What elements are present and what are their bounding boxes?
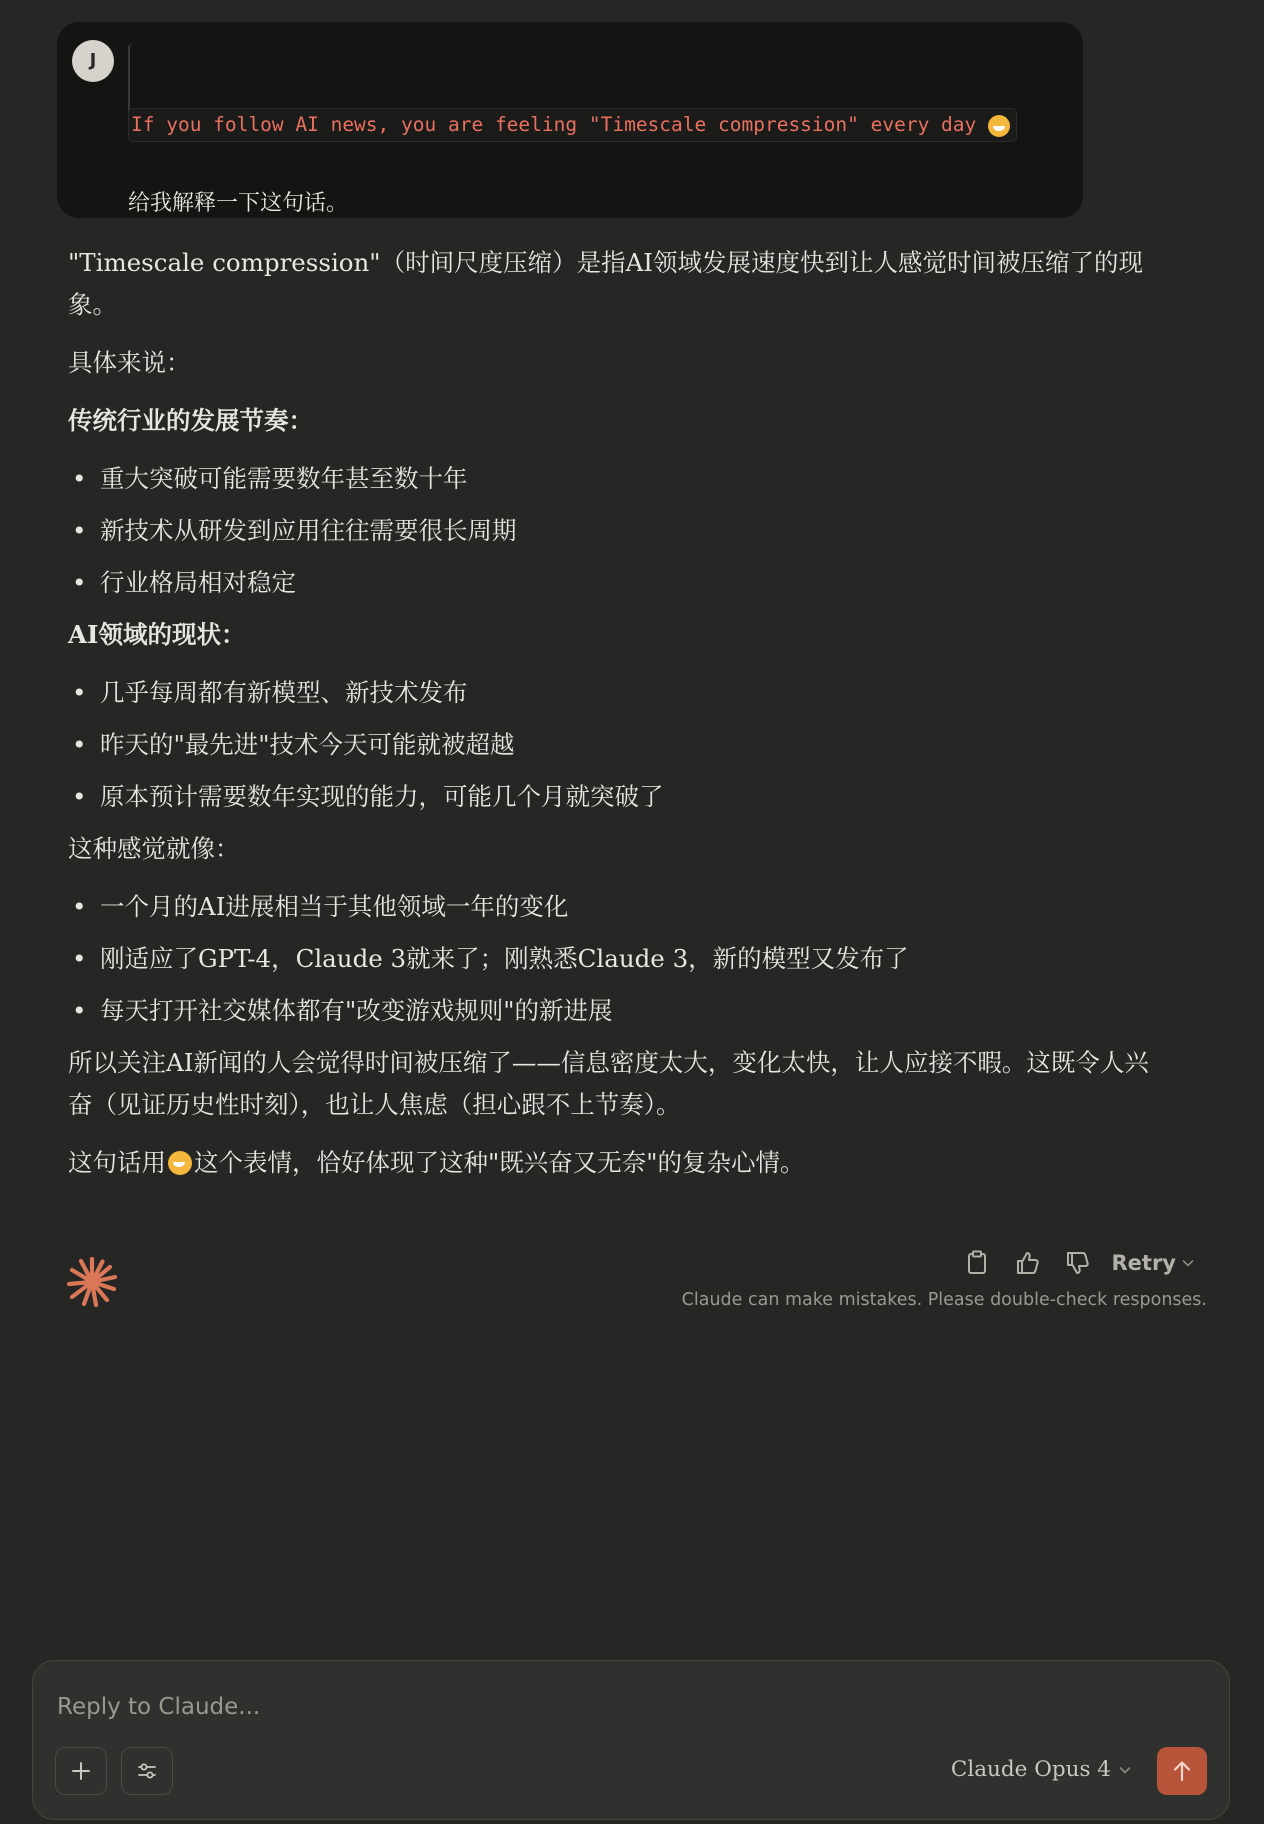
retry-button[interactable]	[1112, 1251, 1195, 1275]
inline-code	[128, 108, 1017, 142]
plus-icon	[70, 1760, 92, 1782]
retry-label: Retry	[1111, 1251, 1176, 1275]
copy-button[interactable]	[962, 1248, 992, 1278]
grinning-sweat-emoji-icon	[168, 1151, 192, 1175]
code-text: If you follow AI news, you are feeling "Timescale compression" every day	[131, 113, 977, 136]
message-actions	[962, 1248, 1195, 1278]
thumbs-down-button[interactable]	[1062, 1248, 1092, 1278]
list-item: • 重大突破可能需要数年甚至数十年	[68, 458, 1168, 500]
arrow-up-icon	[1171, 1759, 1193, 1783]
specifics-label: 具体来说：	[68, 348, 191, 377]
grinning-sweat-emoji-icon	[988, 115, 1010, 137]
response-summary: 所以关注AI新闻的人会觉得时间被压缩了——信息密度太大，变化太快，让人应接不暇。这既令人兴奋（见证历史性时刻），也让人焦虑（担心跟不上节奏）。	[68, 1048, 1149, 1119]
reply-input[interactable]	[57, 1687, 857, 1727]
thumbs-down-icon	[1064, 1250, 1090, 1276]
chevron-down-icon	[1182, 1259, 1194, 1267]
disclaimer-text: Claude can make mistakes. Please double-check responses.	[681, 1290, 1207, 1310]
ai-list	[68, 672, 1168, 818]
tools-button[interactable]	[121, 1747, 173, 1795]
send-button[interactable]	[1157, 1747, 1207, 1795]
clipboard-icon	[965, 1250, 989, 1276]
claude-logo-icon	[66, 1256, 118, 1308]
user-avatar: J	[72, 40, 114, 82]
list-item: • 刚适应了GPT-4，Claude 3就来了；刚熟悉Claude 3，新的模型又发布了	[68, 938, 1168, 980]
reply-composer	[32, 1660, 1230, 1820]
sliders-icon	[136, 1760, 158, 1782]
assistant-response	[68, 242, 1168, 1200]
closing-before: 这句话用	[68, 1148, 166, 1177]
list-item: • 昨天的"最先进"技术今天可能就被超越	[68, 724, 1168, 766]
traditional-heading: 传统行业的发展节奏：	[68, 406, 313, 435]
feeling-list	[68, 886, 1168, 1032]
list-item: • 原本预计需要数年实现的能力，可能几个月就突破了	[68, 776, 1168, 818]
user-message	[57, 22, 1083, 218]
closing-after: 这个表情，恰好体现了这种"既兴奋又无奈"的复杂心情。	[194, 1148, 805, 1177]
user-message-text: 给我解释一下这句话。	[128, 191, 349, 216]
list-item: • 几乎每周都有新模型、新技术发布	[68, 672, 1168, 714]
model-selector[interactable]	[951, 1757, 1131, 1782]
list-item: • 一个月的AI进展相当于其他领域一年的变化	[68, 886, 1168, 928]
add-attachment-button[interactable]	[55, 1747, 107, 1795]
thumbs-up-icon	[1014, 1250, 1040, 1276]
list-item: • 行业格局相对稳定	[68, 562, 1168, 604]
feeling-label: 这种感觉就像：	[68, 834, 240, 863]
list-item: • 每天打开社交媒体都有"改变游戏规则"的新进展	[68, 990, 1168, 1032]
ai-heading: AI领域的现状：	[68, 620, 246, 649]
response-closing	[68, 1142, 1168, 1184]
list-item: • 新技术从研发到应用往往需要很长周期	[68, 510, 1168, 552]
chevron-down-icon	[1119, 1766, 1131, 1774]
response-intro: "Timescale compression"（时间尺度压缩）是指AI领域发展速度快到让人感觉时间被压缩了的现象。	[68, 248, 1143, 319]
model-name: Claude Opus 4	[950, 1757, 1111, 1782]
traditional-list	[68, 458, 1168, 604]
thumbs-up-button[interactable]	[1012, 1248, 1042, 1278]
